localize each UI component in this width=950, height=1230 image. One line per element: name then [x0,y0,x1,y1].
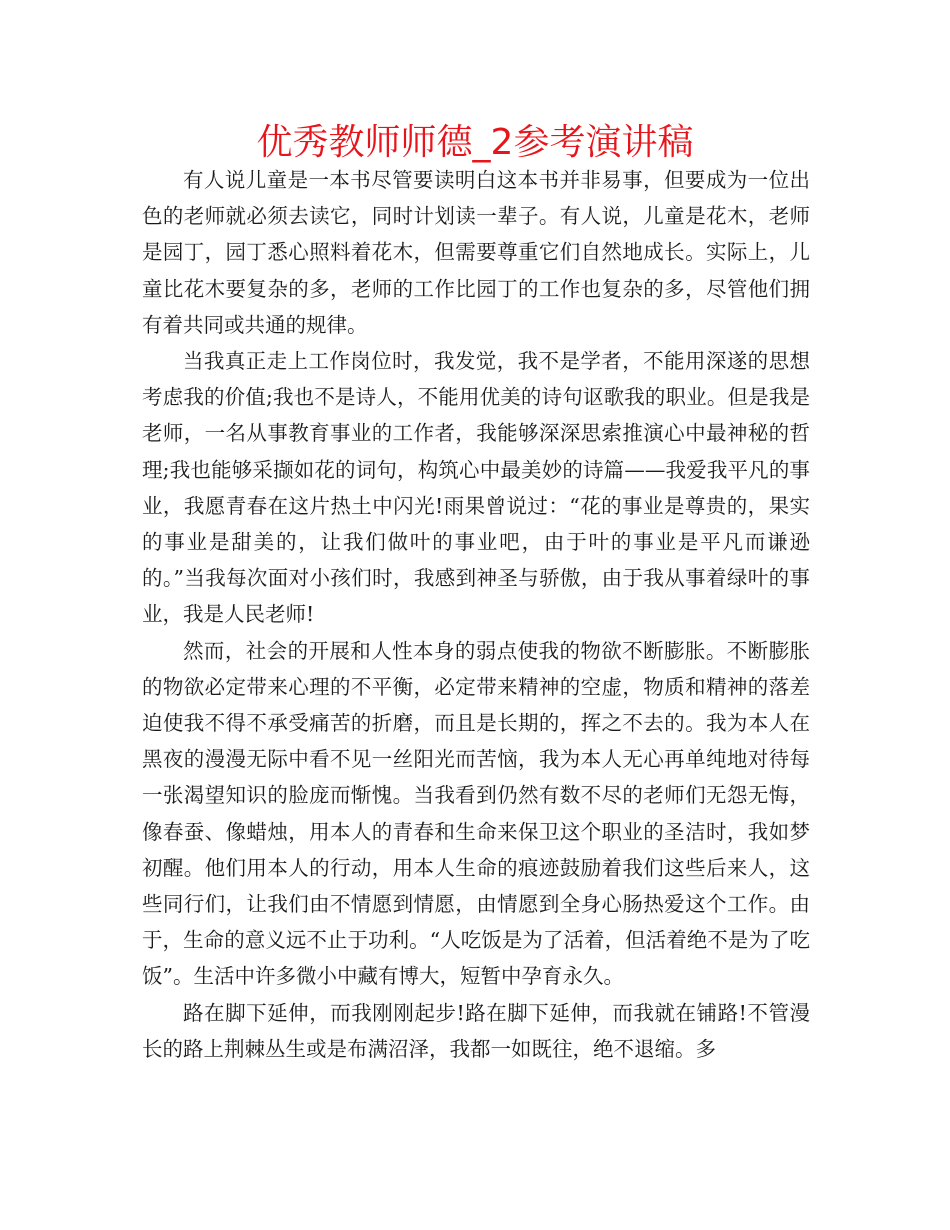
document-title: 优秀教师师德_2参考演讲稿 [256,122,694,163]
paragraph-4: 路在脚下延伸，而我刚刚起步!路在脚下延伸，而我就在铺路!不管漫长的路上荆棘丛生或是布满沼泽，我都一如既往，绝不退缩。多 [142,1000,810,1061]
document-body [142,162,810,1067]
paragraph-1: 有人说儿童是一本书尽管要读明白这本书并非易事，但要成为一位出色的老师就必须去读它，同时计划读一辈子。有人说，儿童是花木，老师是园丁，园丁悉心照料着花木，但需要尊重它们自然地成长。实际上，儿童比花木要复杂的多，老师的工作比园丁的工作也复杂的多，尽管他们拥有着共同或共通的规律。 [142,168,810,337]
paragraph-2: 当我真正走上工作岗位时，我发觉，我不是学者，不能用深遂的思想考虑我的价值;我也不是诗人，不能用优美的诗句讴歌我的职业。但是我是老师，一名从事教育事业的工作者，我能够深深思索推演心中最神秘的哲理;我也能够采撷如花的词句，构筑心中最美妙的诗篇——我爱我平凡的事业，我愿青春在这片热土中闪光!雨果曾说过：“花的事业是尊贵的，果实的事业是甜美的，让我们做叶的事业吧，由于叶的事业是平凡而谦逊的。”当我每次面对小孩们时，我感到神圣与骄傲，由于我从事着绿叶的事业，我是人民老师! [142,349,810,627]
paragraph-3: 然而，社会的开展和人性本身的弱点使我的物欲不断膨胀。不断膨胀的物欲必定带来心理的不平衡，必定带来精神的空虚，物质和精神的落差迫使我不得不承受痛苦的折磨，而且是长期的，挥之不去的。我为本人在黑夜的漫漫无际中看不见一丝阳光而苦恼，我为本人无心再单纯地对待每一张渴望知识的脸庞而惭愧。当我看到仍然有数不尽的老师们无怨无悔，像春蚕、像蜡烛，用本人的青春和生命来保卫这个职业的圣洁时，我如梦初醒。他们用本人的行动，用本人生命的痕迹鼓励着我们这些后来人，这些同行们，让我们由不情愿到情愿，由情愿到全身心肠热爱这个工作。由于，生命的意义远不止于功利。“人吃饭是为了活着，但活着绝不是为了吃饭”。生活中许多微小中藏有博大，短暂中孕育永久。 [142,638,810,989]
